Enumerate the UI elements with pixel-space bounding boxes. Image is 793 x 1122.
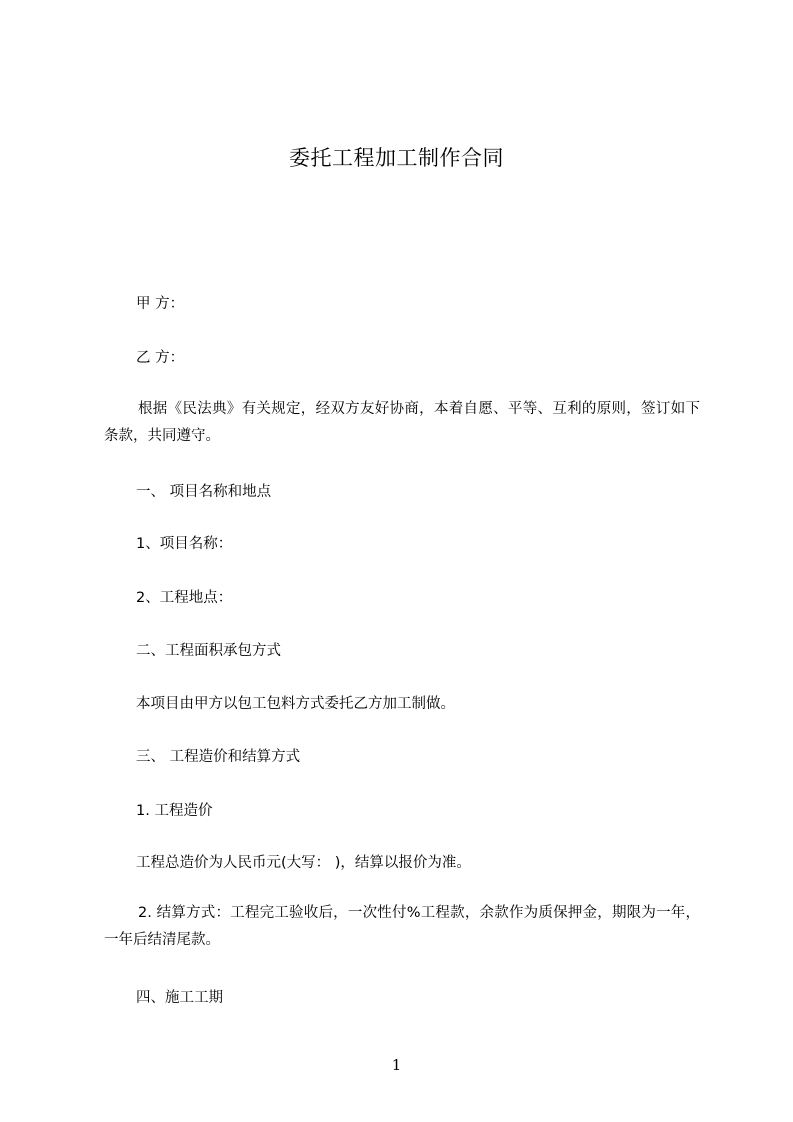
document-title: 委托工程加工制作合同 (289, 146, 504, 170)
section-1-heading: 一、 项目名称和地点 (136, 484, 272, 500)
section-3-heading: 三、 工程造价和结算方式 (136, 749, 301, 765)
party-b-label: 乙 方： (136, 350, 185, 366)
project-location-item: 2、工程地点： (136, 590, 233, 606)
party-a-label: 甲 方： (136, 296, 185, 312)
project-name-item: 1、项目名称： (136, 536, 233, 552)
section-4-heading: 四、施工工期 (136, 990, 223, 1006)
preamble-paragraph: 根据《民法典》有关规定，经双方友好协商，本着自愿、平等、互利的原则，签订如下条款，共同遵守。 (104, 401, 700, 444)
project-cost-body: 工程总造价为人民币元(大写： )，结算以报价为准。 (136, 855, 471, 871)
project-cost-item: 1. 工程造价 (136, 803, 213, 819)
page-number: 1 (391, 1056, 402, 1074)
settlement-method-paragraph: 2. 结算方式：工程完工验收后，一次性付%工程款，余款作为质保押金，期限为一年，一年后结清尾款。 (104, 905, 700, 948)
section-2-heading: 二、工程面积承包方式 (136, 643, 281, 659)
section-2-body: 本项目由甲方以包工包料方式委托乙方加工制做。 (136, 696, 455, 712)
